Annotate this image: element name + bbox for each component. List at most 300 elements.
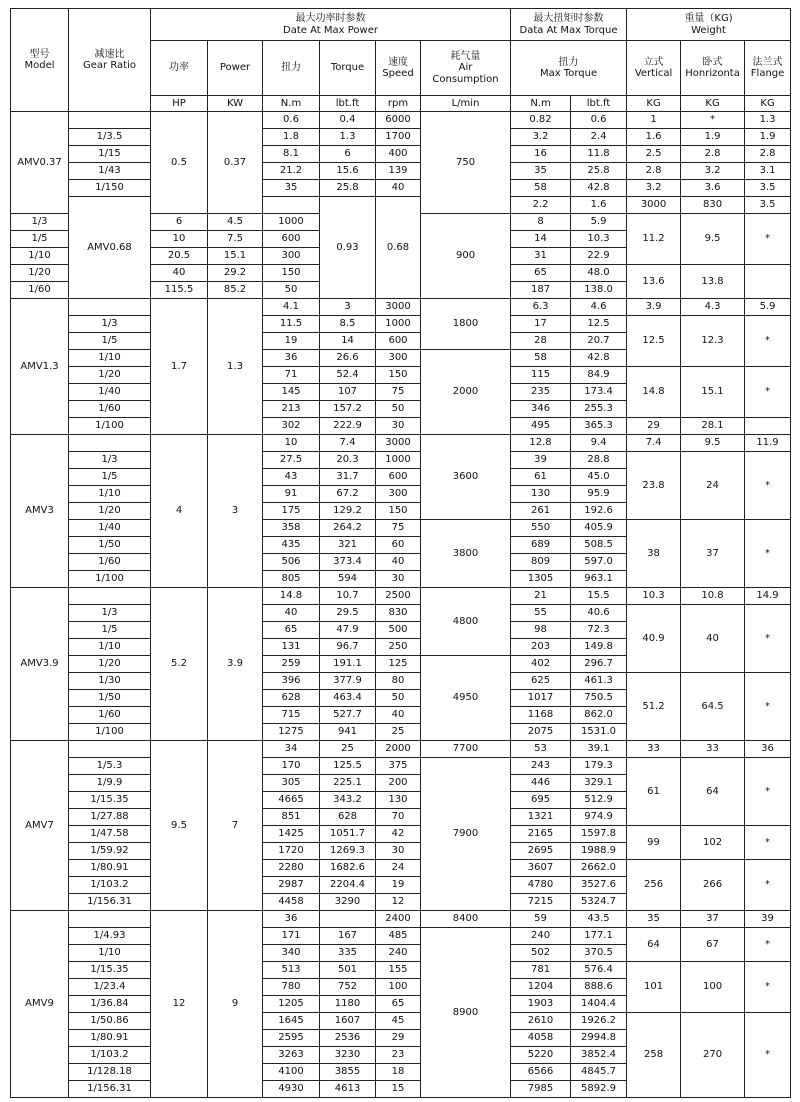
- table-cell: 259: [263, 656, 320, 673]
- table-cell: *: [745, 605, 791, 673]
- table-cell: 373.4: [320, 554, 376, 571]
- table-cell: 3.9: [627, 299, 681, 316]
- table-cell: 862.0: [571, 707, 627, 724]
- table-cell: 40: [376, 707, 421, 724]
- table-cell: 11.8: [571, 146, 627, 163]
- table-cell: 30: [376, 571, 421, 588]
- table-cell: 1/43: [69, 163, 151, 180]
- table-cell: 527.7: [320, 707, 376, 724]
- table-cell: 42.8: [571, 180, 627, 197]
- table-cell: 4.3: [681, 299, 745, 316]
- table-cell: 3000: [376, 299, 421, 316]
- table-cell: 33: [681, 741, 745, 758]
- table-row: [11, 112, 791, 129]
- table-row: [11, 758, 791, 775]
- table-cell: 446: [511, 775, 571, 792]
- table-row: [11, 962, 791, 979]
- table-cell: AMV1.3: [11, 299, 69, 435]
- table-cell: 2987: [263, 877, 320, 894]
- table-cell: 1168: [511, 707, 571, 724]
- table-cell: 18: [376, 1064, 421, 1081]
- table-cell: *: [745, 962, 791, 1013]
- table-cell: 1/3: [11, 214, 69, 231]
- table-cell: 42.8: [571, 350, 627, 367]
- table-cell: 888.6: [571, 979, 627, 996]
- table-cell: 264.2: [320, 520, 376, 537]
- table-cell: 149.8: [571, 639, 627, 656]
- table-cell: 1/23.4: [69, 979, 151, 996]
- table-cell: 28.8: [571, 452, 627, 469]
- table-cell: 4665: [263, 792, 320, 809]
- table-cell: 3852.4: [571, 1047, 627, 1064]
- table-cell: 461.3: [571, 673, 627, 690]
- table-cell: 4845.7: [571, 1064, 627, 1081]
- table-cell: 45.0: [571, 469, 627, 486]
- table-row: [11, 928, 791, 945]
- table-cell: 107: [320, 384, 376, 401]
- table-cell: 1/3: [69, 605, 151, 622]
- table-cell: 40: [376, 180, 421, 197]
- table-cell: 12.3: [681, 316, 745, 367]
- table-cell: 329.1: [571, 775, 627, 792]
- table-cell: 1/150: [69, 180, 151, 197]
- table-row: [11, 367, 791, 384]
- table-cell: 12.5: [627, 316, 681, 367]
- table-cell: 22.9: [571, 248, 627, 265]
- table-cell: 695: [511, 792, 571, 809]
- table-cell: 1/20: [69, 503, 151, 520]
- table-cell: 157.2: [320, 401, 376, 418]
- air-consumption-cell: 900: [421, 214, 511, 299]
- table-cell: 261: [511, 503, 571, 520]
- table-cell: 42: [376, 826, 421, 843]
- table-cell: 3000: [376, 435, 421, 452]
- table-cell: 781: [511, 962, 571, 979]
- table-cell: 14.8: [627, 367, 681, 418]
- table-cell: 240: [511, 928, 571, 945]
- table-cell: 1.6: [571, 197, 627, 214]
- table-cell: 13.6: [627, 265, 681, 299]
- table-cell: 37: [681, 911, 745, 928]
- table-cell: 1180: [320, 996, 376, 1013]
- table-cell: 250: [376, 639, 421, 656]
- table-cell: 67.2: [320, 486, 376, 503]
- air-consumption-cell: 2000: [421, 350, 511, 435]
- table-cell: 4.5: [208, 214, 263, 231]
- table-cell: 99: [627, 826, 681, 860]
- table-cell: 240: [376, 945, 421, 962]
- table-cell: 258: [627, 1013, 681, 1098]
- table-cell: 0.93: [320, 197, 376, 299]
- table-cell: 1/4.93: [69, 928, 151, 945]
- table-cell: 2204.4: [320, 877, 376, 894]
- table-row: [11, 129, 791, 146]
- table-row: [11, 299, 791, 316]
- table-cell: 225.1: [320, 775, 376, 792]
- table-cell: 2165: [511, 826, 571, 843]
- table-cell: 1/60: [69, 401, 151, 418]
- table-cell: 4458: [263, 894, 320, 911]
- table-cell: 305: [263, 775, 320, 792]
- table-cell: 830: [681, 197, 745, 214]
- table-cell: 550: [511, 520, 571, 537]
- table-cell: 11.5: [263, 316, 320, 333]
- table-cell: 37: [681, 520, 745, 588]
- table-cell: 21.2: [263, 163, 320, 180]
- table-cell: 1/10: [69, 486, 151, 503]
- unit-lbft: lbt.ft: [320, 96, 376, 112]
- table-cell: [69, 112, 151, 129]
- table-cell: 597.0: [571, 554, 627, 571]
- table-cell: 40: [376, 554, 421, 571]
- table-row: [11, 316, 791, 333]
- table-cell: 302: [263, 418, 320, 435]
- table-cell: 40: [263, 605, 320, 622]
- table-cell: 1000: [376, 316, 421, 333]
- table-cell: 0.6: [571, 112, 627, 129]
- table-cell: 91: [263, 486, 320, 503]
- table-cell: AMV0.68: [69, 197, 151, 299]
- table-cell: 501: [320, 962, 376, 979]
- table-cell: 1/59.92: [69, 843, 151, 860]
- table-cell: 1/5: [69, 622, 151, 639]
- table-cell: 25: [320, 741, 376, 758]
- table-cell: 5.9: [745, 299, 791, 316]
- table-cell: 1/20: [69, 367, 151, 384]
- table-cell: 1700: [376, 129, 421, 146]
- table-row: [11, 520, 791, 537]
- table-cell: 2000: [376, 741, 421, 758]
- table-cell: 67: [681, 928, 745, 962]
- table-cell: 1903: [511, 996, 571, 1013]
- table-cell: 689: [511, 537, 571, 554]
- table-cell: 36: [263, 350, 320, 367]
- table-row: [11, 163, 791, 180]
- table-cell: 4100: [263, 1064, 320, 1081]
- table-row: [11, 197, 791, 214]
- table-cell: 29: [627, 418, 681, 435]
- table-cell: 192.6: [571, 503, 627, 520]
- table-cell: 1/9.9: [69, 775, 151, 792]
- table-cell: 3: [208, 435, 263, 588]
- table-cell: 2.8: [681, 146, 745, 163]
- table-cell: *: [745, 860, 791, 911]
- table-cell: 24: [681, 452, 745, 520]
- table-cell: 53: [511, 741, 571, 758]
- table-cell: 130: [376, 792, 421, 809]
- torque-en-header: Torque: [320, 41, 376, 96]
- table-cell: 255.3: [571, 401, 627, 418]
- table-row: [11, 741, 791, 758]
- table-cell: 6.3: [511, 299, 571, 316]
- table-cell: 243: [511, 758, 571, 775]
- table-cell: [69, 588, 151, 605]
- unit-kg-vertical: KG: [627, 96, 681, 112]
- table-cell: 9: [208, 911, 263, 1098]
- table-cell: 10.7: [320, 588, 376, 605]
- table-cell: [263, 197, 320, 214]
- table-cell: 72.3: [571, 622, 627, 639]
- table-cell: 1.3: [745, 112, 791, 129]
- table-cell: 170: [263, 758, 320, 775]
- table-cell: 39.1: [571, 741, 627, 758]
- table-cell: 27.5: [263, 452, 320, 469]
- table-cell: 55: [511, 605, 571, 622]
- table-cell: 19: [263, 333, 320, 350]
- spec-body: [11, 112, 791, 1098]
- table-cell: 213: [263, 401, 320, 418]
- table-cell: 851: [263, 809, 320, 826]
- table-cell: 175: [263, 503, 320, 520]
- table-cell: 14: [511, 231, 571, 248]
- table-cell: 61: [627, 758, 681, 826]
- table-cell: 155: [376, 962, 421, 979]
- table-cell: 95.9: [571, 486, 627, 503]
- table-cell: 39: [745, 911, 791, 928]
- table-cell: 33: [627, 741, 681, 758]
- table-cell: 17: [511, 316, 571, 333]
- table-cell: 173.4: [571, 384, 627, 401]
- air-consumption-cell: 7900: [421, 758, 511, 911]
- table-cell: *: [745, 367, 791, 418]
- table-cell: 365.3: [571, 418, 627, 435]
- table-cell: 1/5: [69, 469, 151, 486]
- table-cell: 335: [320, 945, 376, 962]
- horizontal-header: 卧式 Honrizonta: [681, 41, 745, 96]
- table-cell: 7.4: [627, 435, 681, 452]
- table-cell: 1404.4: [571, 996, 627, 1013]
- table-cell: 2595: [263, 1030, 320, 1047]
- table-cell: 10: [151, 231, 208, 248]
- table-cell: 402: [511, 656, 571, 673]
- table-cell: 6: [151, 214, 208, 231]
- table-cell: 340: [263, 945, 320, 962]
- table-cell: 11.2: [627, 214, 681, 265]
- table-cell: 1/156.31: [69, 1081, 151, 1098]
- table-cell: 1205: [263, 996, 320, 1013]
- table-cell: 600: [376, 333, 421, 350]
- table-cell: 4: [151, 435, 208, 588]
- table-cell: *: [745, 316, 791, 367]
- table-cell: 1645: [263, 1013, 320, 1030]
- table-cell: 9.5: [681, 435, 745, 452]
- table-cell: 2.2: [511, 197, 571, 214]
- unit-max-torque-nm: N.m: [511, 96, 571, 112]
- table-cell: 9.5: [151, 741, 208, 911]
- table-cell: [69, 435, 151, 452]
- air-consumption-cell: 3600: [421, 435, 511, 520]
- table-cell: 15: [376, 1081, 421, 1098]
- table-cell: 1269.3: [320, 843, 376, 860]
- table-cell: 1/30: [69, 673, 151, 690]
- table-cell: 0.5: [151, 112, 208, 214]
- table-cell: 2662.0: [571, 860, 627, 877]
- table-cell: 1/5: [69, 333, 151, 350]
- table-cell: 35: [263, 180, 320, 197]
- table-cell: 65: [376, 996, 421, 1013]
- table-cell: 222.9: [320, 418, 376, 435]
- table-cell: 31.7: [320, 469, 376, 486]
- table-cell: 25.8: [571, 163, 627, 180]
- table-cell: 150: [263, 265, 320, 282]
- table-cell: 752: [320, 979, 376, 996]
- table-cell: 15.6: [320, 163, 376, 180]
- table-cell: 4058: [511, 1030, 571, 1047]
- table-cell: 9.5: [681, 214, 745, 265]
- table-cell: 43: [263, 469, 320, 486]
- table-cell: 1.3: [320, 129, 376, 146]
- table-cell: 7985: [511, 1081, 571, 1098]
- table-cell: 2695: [511, 843, 571, 860]
- table-cell: 4.1: [263, 299, 320, 316]
- table-cell: 130: [511, 486, 571, 503]
- table-cell: 1/47.58: [69, 826, 151, 843]
- table-cell: 12: [376, 894, 421, 911]
- table-cell: 131: [263, 639, 320, 656]
- table-cell: 941: [320, 724, 376, 741]
- table-cell: 405.9: [571, 520, 627, 537]
- table-cell: 2610: [511, 1013, 571, 1030]
- table-cell: 485: [376, 928, 421, 945]
- table-cell: 8.5: [320, 316, 376, 333]
- table-cell: 10: [263, 435, 320, 452]
- table-cell: 24: [376, 860, 421, 877]
- table-cell: 7.5: [208, 231, 263, 248]
- table-cell: 375: [376, 758, 421, 775]
- table-cell: 1/103.2: [69, 877, 151, 894]
- table-cell: 64: [681, 758, 745, 826]
- table-cell: 115.5: [151, 282, 208, 299]
- air-consumption-cell: 3800: [421, 520, 511, 588]
- table-row: [11, 605, 791, 622]
- table-cell: *: [745, 673, 791, 741]
- table-cell: 1017: [511, 690, 571, 707]
- table-cell: 15.1: [208, 248, 263, 265]
- table-cell: *: [745, 520, 791, 588]
- table-cell: 43.5: [571, 911, 627, 928]
- table-cell: 75: [376, 384, 421, 401]
- table-cell: 45: [376, 1013, 421, 1030]
- table-cell: 1/10: [69, 945, 151, 962]
- table-cell: 5324.7: [571, 894, 627, 911]
- table-cell: 65: [511, 265, 571, 282]
- table-cell: *: [681, 112, 745, 129]
- unit-max-torque-lbft: lbt.ft: [571, 96, 627, 112]
- table-cell: 39: [511, 452, 571, 469]
- table-cell: 28: [511, 333, 571, 350]
- table-cell: 1/20: [11, 265, 69, 282]
- table-cell: 1: [627, 112, 681, 129]
- table-cell: 3000: [627, 197, 681, 214]
- table-cell: 58: [511, 180, 571, 197]
- max-torque-header: 扭力 Max Torque: [511, 41, 627, 96]
- table-cell: 40.6: [571, 605, 627, 622]
- table-cell: 52.4: [320, 367, 376, 384]
- table-cell: 1/60: [69, 707, 151, 724]
- table-cell: 40: [681, 605, 745, 673]
- table-cell: 1926.2: [571, 1013, 627, 1030]
- table-cell: 805: [263, 571, 320, 588]
- table-cell: 300: [263, 248, 320, 265]
- table-cell: 14.9: [745, 588, 791, 605]
- table-row: [11, 146, 791, 163]
- unit-kg-flange: KG: [745, 96, 791, 112]
- unit-kg-horizontal: KG: [681, 96, 745, 112]
- table-cell: 1/60: [11, 282, 69, 299]
- table-cell: 71: [263, 367, 320, 384]
- table-cell: 14.8: [263, 588, 320, 605]
- table-row: [11, 673, 791, 690]
- table-cell: AMV7: [11, 741, 69, 911]
- table-cell: *: [745, 452, 791, 520]
- table-cell: 396: [263, 673, 320, 690]
- table-cell: 7.4: [320, 435, 376, 452]
- table-row: [11, 826, 791, 843]
- table-cell: 370.5: [571, 945, 627, 962]
- table-cell: 1051.7: [320, 826, 376, 843]
- table-cell: 4.6: [571, 299, 627, 316]
- table-cell: 358: [263, 520, 320, 537]
- table-cell: 125: [376, 656, 421, 673]
- table-cell: 3.5: [745, 180, 791, 197]
- table-cell: 35: [627, 911, 681, 928]
- table-cell: 102: [681, 826, 745, 860]
- table-cell: AMV0.37: [11, 112, 69, 214]
- table-cell: 1/27.88: [69, 809, 151, 826]
- table-cell: 7215: [511, 894, 571, 911]
- table-cell: 0.68: [376, 197, 421, 299]
- table-cell: 50: [376, 690, 421, 707]
- table-cell: 1/15: [69, 146, 151, 163]
- table-cell: 2500: [376, 588, 421, 605]
- table-cell: 58: [511, 350, 571, 367]
- table-cell: 25: [376, 724, 421, 741]
- table-cell: 29.2: [208, 265, 263, 282]
- table-cell: 1/36.84: [69, 996, 151, 1013]
- table-cell: 1/80.91: [69, 860, 151, 877]
- table-cell: 0.82: [511, 112, 571, 129]
- table-cell: 177.1: [571, 928, 627, 945]
- table-cell: 1/80.91: [69, 1030, 151, 1047]
- table-cell: 502: [511, 945, 571, 962]
- table-cell: 1531.0: [571, 724, 627, 741]
- table-cell: 3.2: [681, 163, 745, 180]
- table-cell: 51.2: [627, 673, 681, 741]
- table-row: [11, 418, 791, 435]
- table-cell: 1/40: [69, 520, 151, 537]
- table-cell: 2.4: [571, 129, 627, 146]
- table-cell: 1321: [511, 809, 571, 826]
- table-cell: 12.8: [511, 435, 571, 452]
- table-cell: 8400: [421, 911, 511, 928]
- table-cell: 1/156.31: [69, 894, 151, 911]
- table-cell: 1/60: [69, 554, 151, 571]
- table-cell: 500: [376, 622, 421, 639]
- table-cell: 150: [376, 503, 421, 520]
- table-cell: AMV3: [11, 435, 69, 588]
- table-cell: 2280: [263, 860, 320, 877]
- table-cell: 40.9: [627, 605, 681, 673]
- table-cell: [745, 265, 791, 299]
- table-cell: 12: [151, 911, 208, 1098]
- table-cell: 3.5: [745, 197, 791, 214]
- table-cell: 508.5: [571, 537, 627, 554]
- table-cell: 101: [627, 962, 681, 1013]
- table-cell: 2994.8: [571, 1030, 627, 1047]
- table-cell: 70: [376, 809, 421, 826]
- table-cell: 594: [320, 571, 376, 588]
- table-cell: 3855: [320, 1064, 376, 1081]
